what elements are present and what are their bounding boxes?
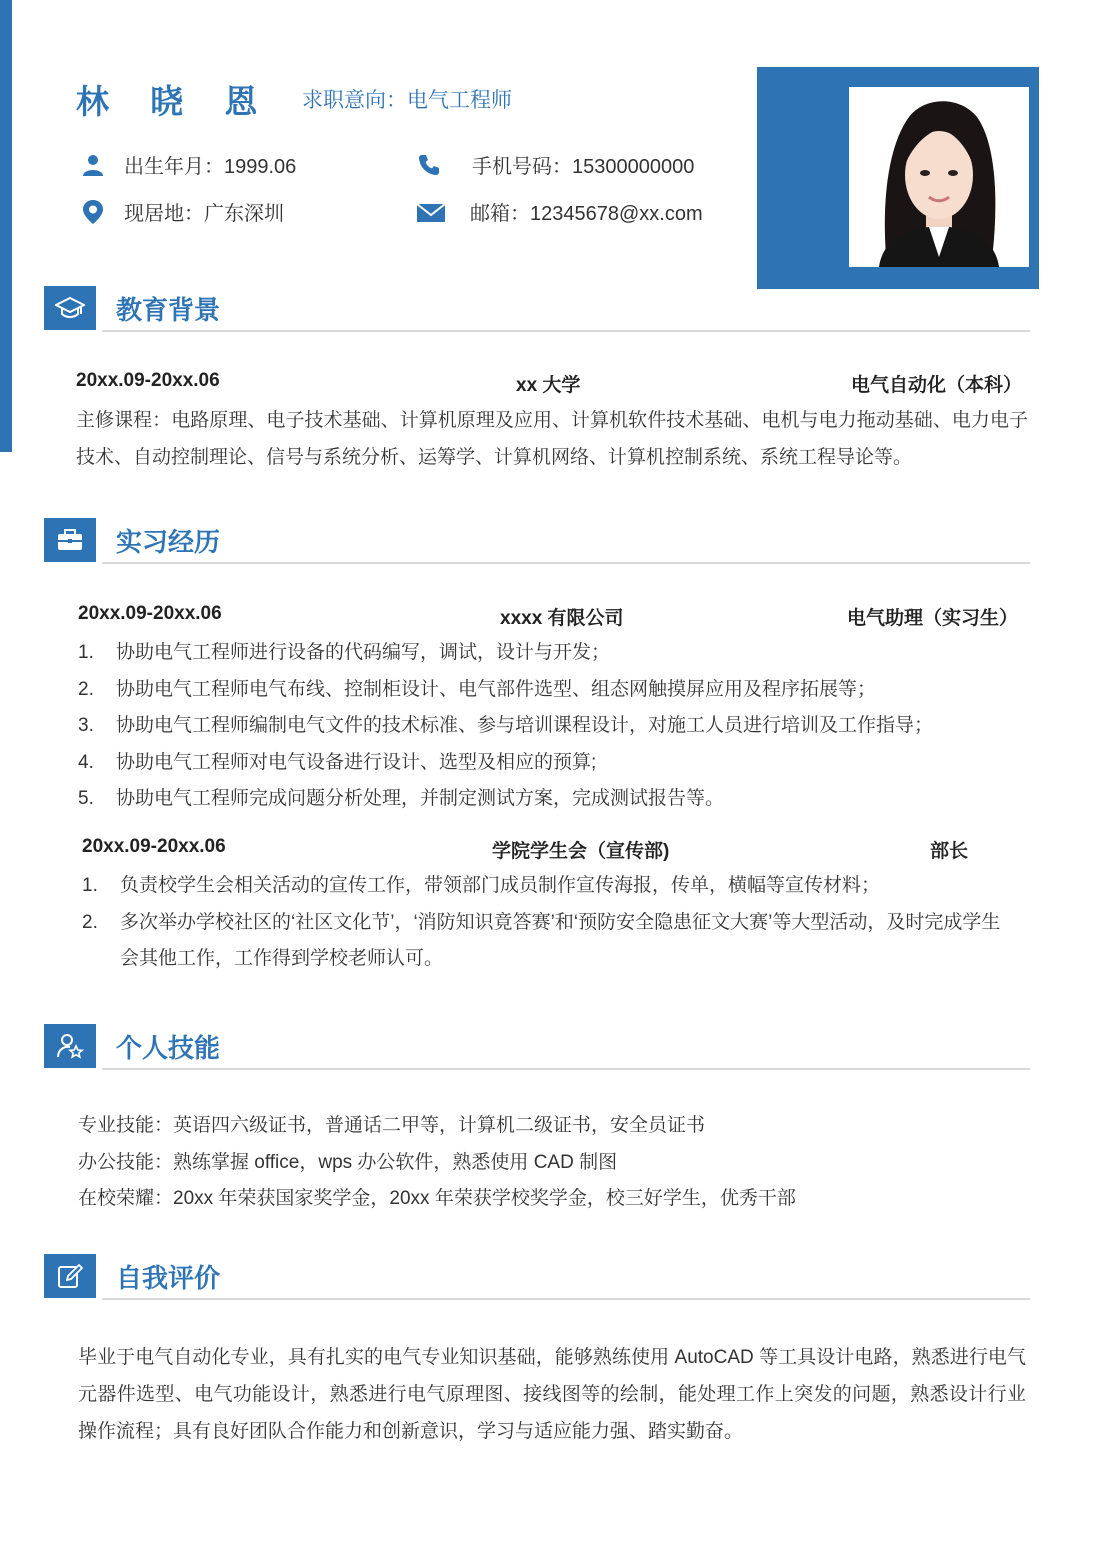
list-item: 2. 多次举办学校社区的‘社区文化节’，‘消防知识竟答赛’和‘预防安全隐患征文大赛’等大型活动，及时完成学生会其他工作，工作得到学校老师认可。 bbox=[82, 911, 1001, 969]
job1-role: 电气助理（实习生） bbox=[846, 608, 1018, 629]
briefcase-icon bbox=[44, 518, 96, 562]
section-divider bbox=[102, 330, 1030, 332]
graduation-cap-icon bbox=[44, 286, 96, 330]
email-info bbox=[416, 197, 703, 226]
list-item: 4. 协助电气工程师对电气设备进行设计、选型及相应的预算; bbox=[78, 751, 597, 773]
section-divider bbox=[102, 562, 1030, 564]
list-item: 2. 协助电气工程师电气布线、控制柜设计、电气部件选型、组态网触摸屏应用及程序拓展等； bbox=[78, 678, 877, 700]
section-title-internship: 实习经历 bbox=[116, 527, 221, 557]
skill-line: 专业技能：英语四六级证书，普通话二甲等，计算机二级证书，安全员证书 bbox=[78, 1115, 706, 1136]
profile-photo bbox=[849, 87, 1029, 267]
list-item: 1. 协助电气工程师进行设备的代码编写，调试，设计与开发； bbox=[78, 642, 611, 663]
section-title-education: 教育背景 bbox=[116, 295, 221, 325]
job2-company: 学院学生会（宣传部) bbox=[492, 841, 670, 862]
location-info bbox=[80, 197, 284, 226]
self-eval-text: 毕业于电气自动化专业，具有扎实的电气专业知识基础，能够熟练使用 AutoCAD 等工具设计电路，熟悉进行电气元器件选型、电气功能设计，熟悉进行电气原理图、接线图等的绘制，能处理工作上突发的问题，熟悉设计行业操作流程；具有良好团队合作能力和创新意识，学习与适应能力强、踏实勤奋。 bbox=[78, 1347, 1026, 1442]
person-icon bbox=[80, 152, 106, 178]
skill-line: 在校荣耀：20xx 年荣获国家奖学金，20xx 年荣获学校奖学金，校三好学生，优秀干部 bbox=[78, 1188, 796, 1209]
list-item: 1. 负责校学生会相关活动的宣传工作，带领部门成员制作宣传海报，传单，横幅等宣传材料； bbox=[82, 875, 881, 896]
job1-date: 20xx.09-20xx.06 bbox=[78, 603, 222, 624]
edit-icon bbox=[44, 1254, 96, 1298]
job1-duties bbox=[76, 635, 1026, 818]
section-title-self-eval: 自我评价 bbox=[116, 1263, 221, 1293]
phone-info bbox=[416, 150, 694, 179]
job2-duties bbox=[80, 868, 1010, 978]
envelope-icon bbox=[416, 199, 446, 225]
job2-role: 部长 bbox=[929, 841, 968, 862]
skills-list bbox=[78, 1108, 796, 1218]
job1-company: xxxx 有限公司 bbox=[500, 608, 624, 629]
left-accent-bar bbox=[0, 0, 12, 452]
section-divider bbox=[102, 1068, 1030, 1070]
user-star-icon bbox=[44, 1024, 96, 1068]
list-item: 5. 协助电气工程师完成问题分析处理，并制定测试方案，完成测试报告等。 bbox=[78, 788, 725, 809]
job2-row bbox=[82, 836, 972, 864]
email-text: 邮箱：12345678@xx.com bbox=[470, 203, 703, 225]
candidate-name: 林 晓 恩 bbox=[76, 83, 274, 120]
list-item: 3. 协助电气工程师编制电气文件的技术标准、参与培训课程设计，对施工人员进行培训及工作指导； bbox=[78, 715, 934, 736]
job2-date: 20xx.09-20xx.06 bbox=[82, 836, 226, 857]
section-header-skills bbox=[44, 1024, 1030, 1072]
location-pin-icon bbox=[80, 199, 106, 225]
education-courses: 主修课程：电路原理、电子技术基础、计算机原理及应用、计算机软件技术基础、电机与电力拖动基础、电力电子技术、自动控制理论、信号与系统分析、运筹学、计算机网络、计算机控制系统、系统工程导论等。 bbox=[76, 410, 1028, 468]
job1-row bbox=[76, 603, 1024, 631]
birth-info bbox=[80, 150, 296, 179]
job-intent: 求职意向：电气工程师 bbox=[302, 89, 512, 112]
skill-line: 办公技能：熟练掌握 office，wps 办公软件，熟悉使用 CAD 制图 bbox=[78, 1151, 618, 1173]
location-text: 现居地：广东深圳 bbox=[124, 203, 284, 225]
education-row bbox=[76, 370, 1024, 398]
education-date: 20xx.09-20xx.06 bbox=[76, 370, 220, 391]
section-header-education bbox=[44, 286, 1030, 334]
education-major: 电气自动化（本科） bbox=[850, 375, 1022, 396]
phone-text: 手机号码：15300000000 bbox=[472, 156, 695, 178]
phone-icon bbox=[416, 152, 442, 178]
education-school: xx 大学 bbox=[516, 375, 581, 396]
birth-text: 出生年月：1999.06 bbox=[124, 156, 297, 178]
section-header-internship bbox=[44, 518, 1030, 566]
section-title-skills: 个人技能 bbox=[116, 1033, 221, 1063]
section-divider bbox=[102, 1298, 1030, 1300]
section-header-self-eval bbox=[44, 1254, 1030, 1302]
